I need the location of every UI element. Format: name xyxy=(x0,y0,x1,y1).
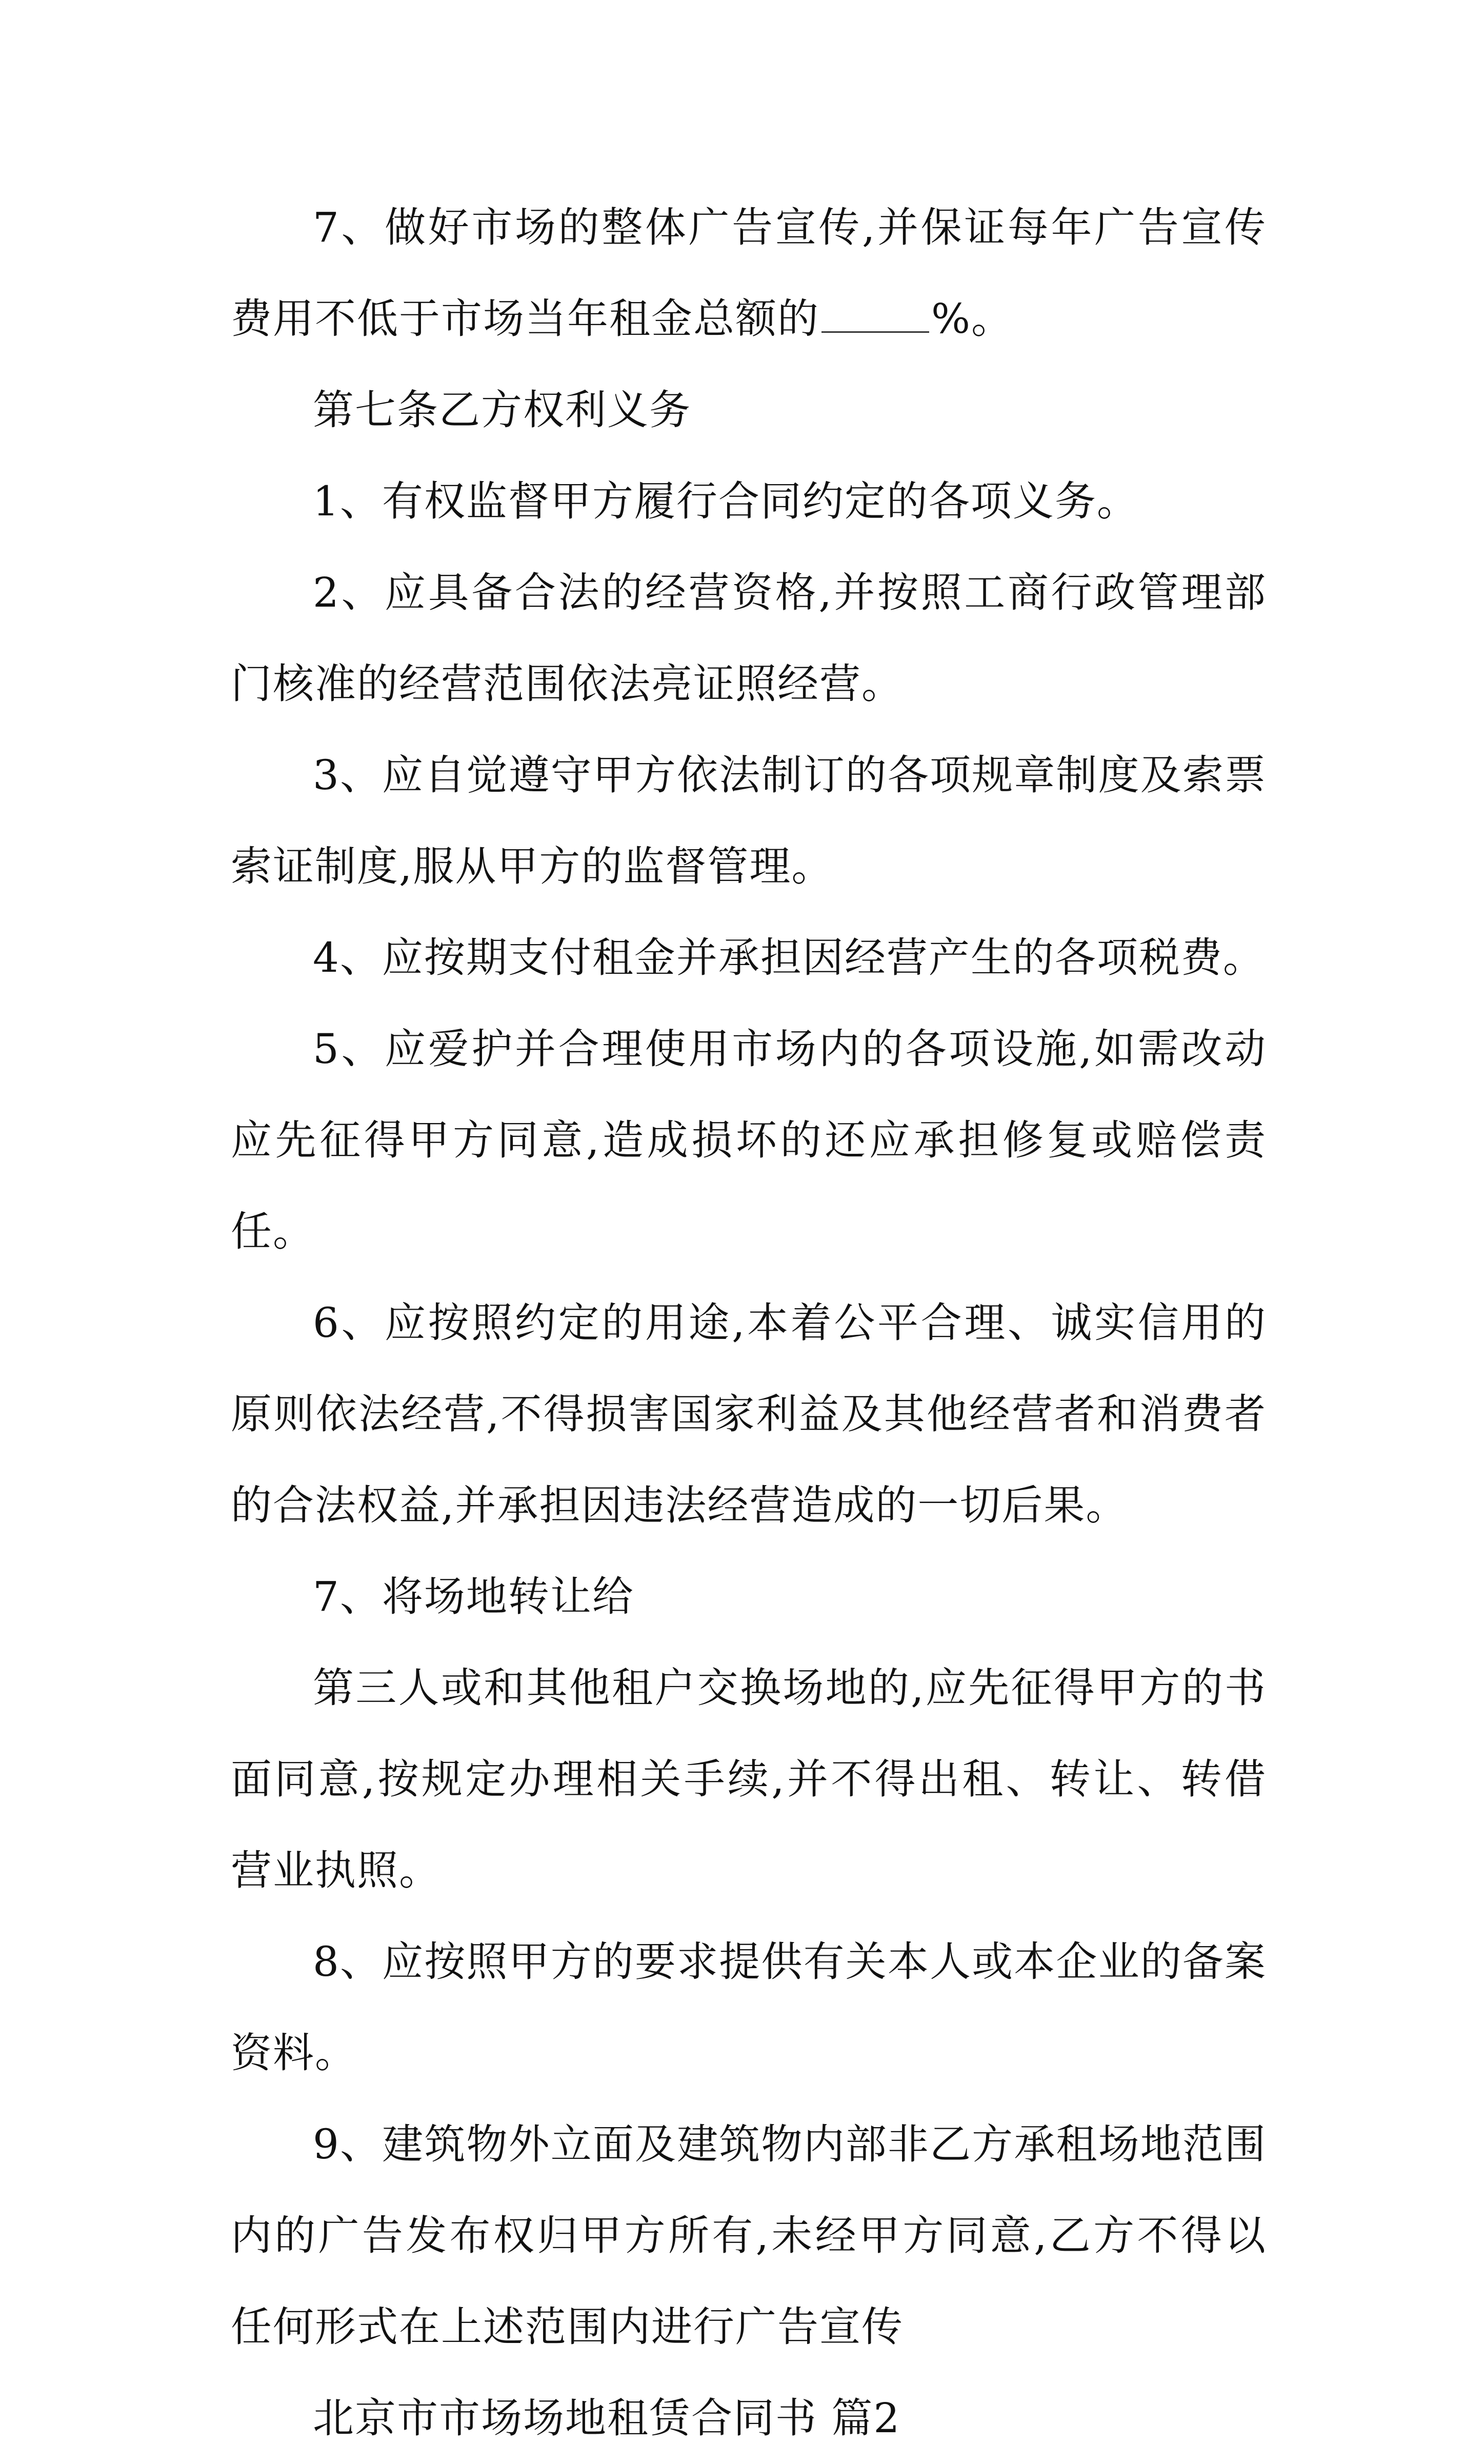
paragraph-item-1: 1、有权监督甲方履行合同约定的各项义务。 xyxy=(313,477,1139,525)
document-section-title: 北京市市场场地租赁合同书 篇2 xyxy=(313,2394,901,2442)
document-body xyxy=(231,182,1267,2464)
fill-in-blank xyxy=(821,331,929,333)
paragraph-item-4: 4、应按期支付租金并承担因经营产生的各项税费。 xyxy=(313,934,1265,981)
section-heading-article-7: 第七条乙方权利义务 xyxy=(313,386,691,434)
paragraph-item-5: 5、应爱护并合理使用市场内的各项设施,如需改动应先征得甲方同意,造成损坏的还应承担修复或赔偿责任。 xyxy=(231,1025,1267,1255)
paragraph-item-7-advertising xyxy=(231,182,1267,365)
paragraph-item-6: 6、应按照约定的用途,本着公平合理、诚实信用的原则依法经营,不得损害国家利益及其他经营者和消费者的合法权益,并承担因违法经营造成的一切后果。 xyxy=(231,1299,1267,1529)
paragraph-text: 7、做好市场的整体广告宣传,并保证每年广告宣传费用不低于市场当年租金总额的 xyxy=(231,204,1267,343)
paragraph-item-8: 8、应按照甲方的要求提供有关本人或本企业的备案资料。 xyxy=(231,1938,1267,2077)
paragraph-item-2: 2、应具备合法的经营资格,并按照工商行政管理部门核准的经营范围依法亮证照经营。 xyxy=(231,569,1267,708)
paragraph-item-3: 3、应自觉遵守甲方依法制订的各项规章制度及索票索证制度,服从甲方的监督管理。 xyxy=(231,751,1267,890)
paragraph-item-9: 9、建筑物外立面及建筑物内部非乙方承租场地范围内的广告发布权归甲方所有,未经甲方同意,乙方不得以任何形式在上述范围内进行广告宣传 xyxy=(231,2120,1267,2351)
paragraph-item-7-transfer: 7、将场地转让给 xyxy=(313,1573,634,1620)
paragraph-text: %。 xyxy=(931,295,1014,343)
paragraph-item-7-continued: 第三人或和其他租户交换场地的,应先征得甲方的书面同意,按规定办理相关手续,并不得出租、转让、转借营业执照。 xyxy=(231,1664,1267,1894)
